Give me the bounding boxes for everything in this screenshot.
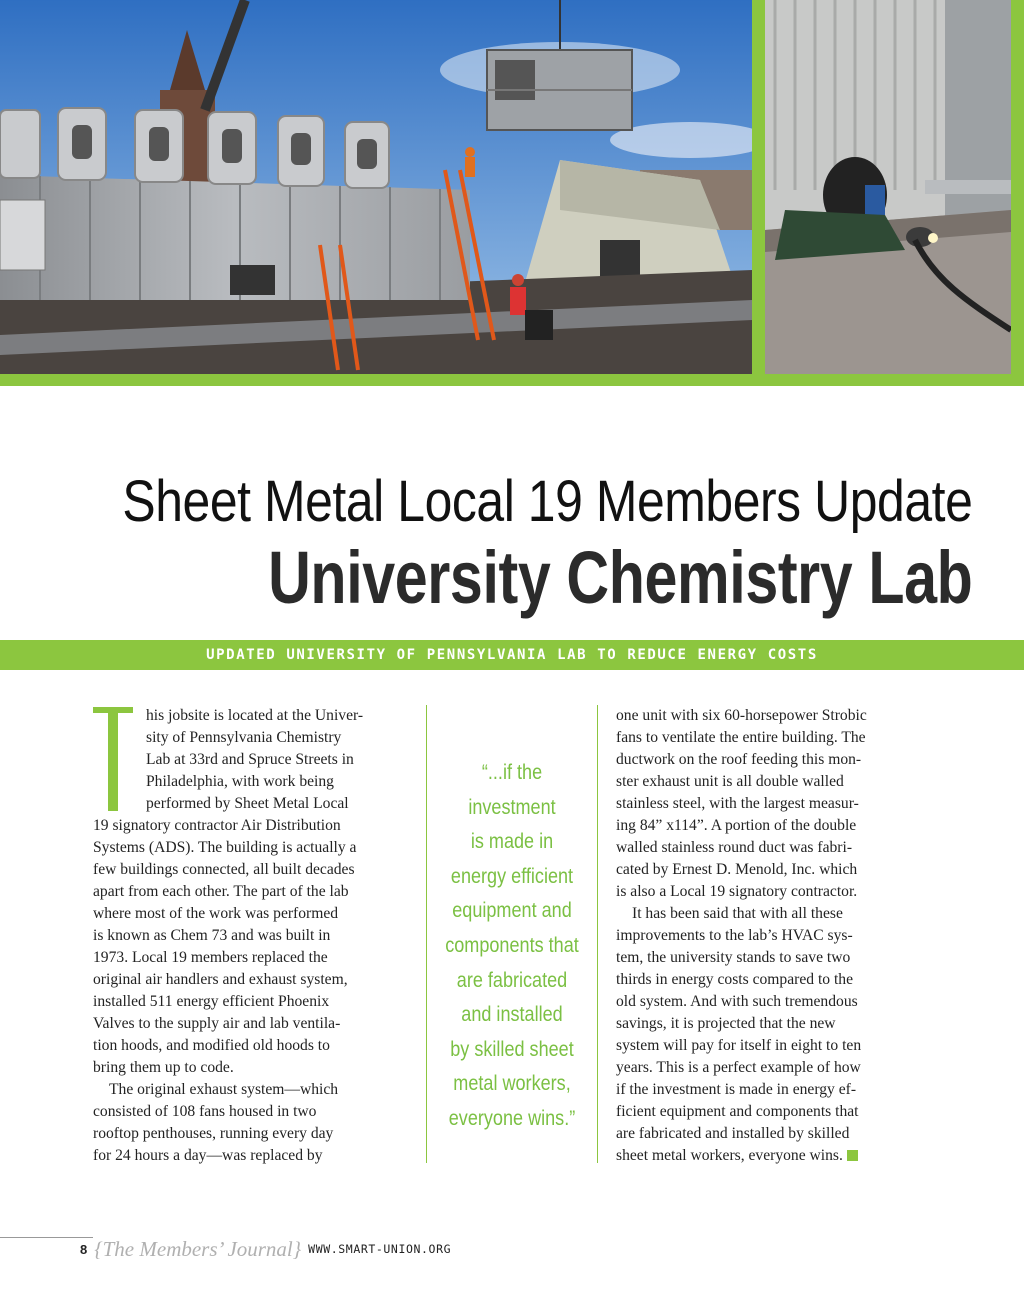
end-of-article-square-icon bbox=[847, 1150, 858, 1161]
paragraph-line: are fabricated and installed by skilled bbox=[616, 1125, 850, 1142]
pullquote-rule-right bbox=[597, 705, 598, 1163]
paragraph-line: cated by Ernest D. Menold, Inc. which bbox=[616, 861, 858, 878]
pull-quote bbox=[427, 756, 597, 1137]
journal-name: {The Members’ Journal} bbox=[94, 1236, 302, 1261]
paragraph-line: ductwork on the roof feeding this mon- bbox=[616, 751, 862, 768]
paragraph-line: consisted of 108 fans housed in two bbox=[93, 1103, 317, 1120]
paragraph-line: savings, it is projected that the new bbox=[616, 1015, 836, 1032]
paragraph-line: Philadelphia, with work being bbox=[146, 773, 334, 790]
paragraph-line: sity of Pennsylvania Chemistry bbox=[146, 729, 342, 746]
paragraph-line: fans to ventilate the entire building. The bbox=[616, 729, 866, 746]
paragraph-line: tem, the university stands to save two bbox=[616, 949, 851, 966]
paragraph-line: ster exhaust unit is all double walled bbox=[616, 773, 844, 790]
paragraph-line: It has been said that with all these bbox=[632, 905, 843, 922]
paragraph-line: thirds in energy costs compared to the bbox=[616, 971, 854, 988]
welder-photo bbox=[765, 0, 1011, 374]
paragraph-line: installed 511 energy efficient Phoenix bbox=[93, 993, 330, 1010]
subhead-text: UPDATED UNIVERSITY OF PENNSYLVANIA LAB TO REDUCE ENERGY COSTS bbox=[206, 647, 818, 663]
paragraph-line: ficient equipment and components that bbox=[616, 1103, 859, 1120]
paragraph-line: 1973. Local 19 members replaced the bbox=[93, 949, 328, 966]
subhead-bar bbox=[0, 640, 1024, 670]
article-column-right bbox=[616, 705, 916, 1167]
paragraph-line: rooftop penthouses, running every day bbox=[93, 1125, 334, 1142]
paragraph-line: walled stainless round duct was fabri- bbox=[616, 839, 853, 856]
pullquote-line: everyone wins.” bbox=[448, 1106, 576, 1130]
pullquote-line: “...if the bbox=[481, 761, 543, 784]
paragraph-line: original air handlers and exhaust system, bbox=[93, 971, 348, 988]
paragraph-line: improvements to the lab’s HVAC sys- bbox=[616, 927, 853, 944]
dropcap-T-glyph bbox=[93, 707, 133, 811]
paragraph-line: apart from each other. The part of the lab bbox=[93, 883, 349, 900]
article-paragraph-1 bbox=[93, 705, 411, 1079]
pullquote-line: components that bbox=[445, 933, 579, 957]
paragraph-line: stainless steel, with the largest measur- bbox=[616, 795, 859, 812]
photo-strip bbox=[0, 0, 1024, 386]
paragraph-line: if the investment is made in energy ef- bbox=[616, 1081, 857, 1098]
paragraph-line: tion hoods, and modified old hoods to bbox=[93, 1037, 330, 1054]
paragraph-line: few buildings connected, all built decades bbox=[93, 861, 355, 878]
paragraph-line: bring them up to code. bbox=[93, 1059, 234, 1076]
pullquote-line: equipment and bbox=[452, 899, 572, 923]
page-footer bbox=[80, 1236, 451, 1262]
paragraph-line: Valves to the supply air and lab ventila- bbox=[93, 1015, 341, 1032]
paragraph-line: ing 84” x114”. A portion of the double bbox=[616, 817, 857, 834]
paragraph-line-text: sheet metal workers, everyone wins. bbox=[616, 1147, 843, 1164]
pullquote-line: and installed bbox=[461, 1003, 563, 1027]
paragraph-line: for 24 hours a day—was replaced by bbox=[93, 1147, 323, 1164]
pullquote-line: investment bbox=[468, 795, 556, 819]
paragraph-line: is known as Chem 73 and was built in bbox=[93, 927, 331, 944]
pullquote-line: metal workers, bbox=[453, 1072, 571, 1096]
article-column-left bbox=[93, 705, 411, 1167]
paragraph-line: system will pay for itself in eight to ten bbox=[616, 1037, 862, 1054]
pullquote-line: is made in bbox=[470, 830, 554, 854]
paragraph-line: performed by Sheet Metal Local bbox=[146, 795, 349, 812]
paragraph-line: where most of the work was performed bbox=[93, 905, 339, 922]
paragraph-line: his jobsite is located at the Univer- bbox=[146, 707, 364, 724]
article-paragraph-4 bbox=[616, 903, 916, 1167]
paragraph-line: The original exhaust system—which bbox=[109, 1081, 339, 1098]
paragraph-line: Systems (ADS). The building is actually a bbox=[93, 839, 357, 856]
pullquote-line: energy efficient bbox=[450, 864, 574, 888]
pullquote-line: are fabricated bbox=[456, 968, 568, 992]
paragraph-line: years. This is a perfect example of how bbox=[616, 1059, 861, 1076]
paragraph-line-last bbox=[616, 1145, 916, 1167]
page-number: 8 bbox=[80, 1241, 88, 1257]
website-link[interactable]: WWW.SMART-UNION.ORG bbox=[308, 1242, 452, 1256]
paragraph-line: Lab at 33rd and Spruce Streets in bbox=[146, 751, 354, 768]
headline-line-2: University Chemistry Lab bbox=[267, 536, 972, 619]
paragraph-line: 19 signatory contractor Air Distribution bbox=[93, 817, 341, 834]
article-paragraph-2 bbox=[93, 1079, 411, 1167]
paragraph-line: is also a Local 19 signatory contractor. bbox=[616, 883, 858, 900]
paragraph-line: old system. And with such tremendous bbox=[616, 993, 858, 1010]
paragraph-line: one unit with six 60-horsepower Strobic bbox=[616, 707, 867, 724]
headline-line-1: Sheet Metal Local 19 Members Update bbox=[121, 469, 972, 534]
pullquote-line: by skilled sheet bbox=[450, 1037, 574, 1061]
article-paragraph-3 bbox=[616, 705, 916, 903]
rooftop-photo bbox=[0, 0, 752, 374]
